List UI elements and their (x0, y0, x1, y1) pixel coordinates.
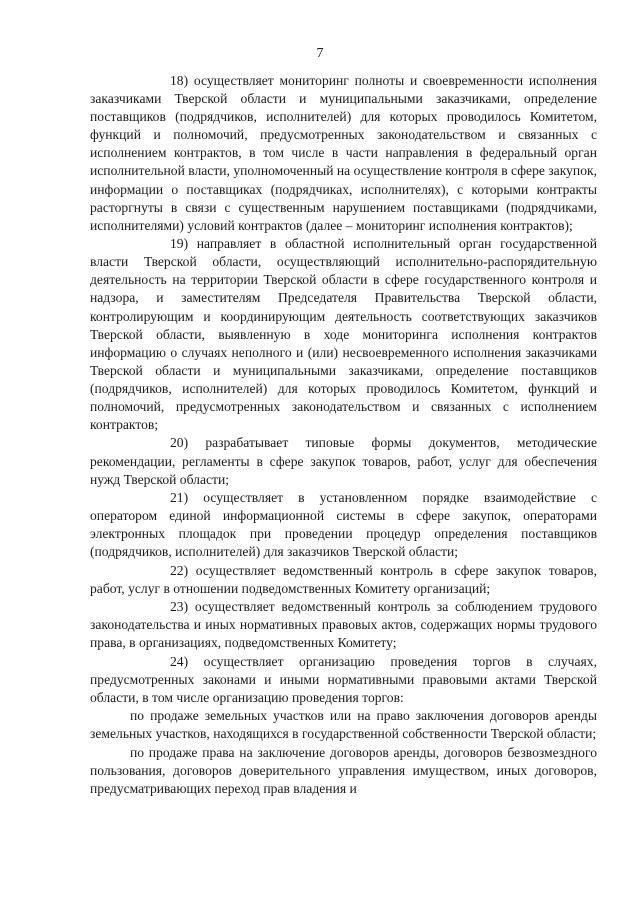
item-number: 24) (170, 653, 189, 669)
sub-paragraph-lease-rights (90, 744, 597, 798)
item-number: 22) (170, 562, 189, 578)
paragraph-item-22 (90, 562, 597, 598)
paragraph-text: разрабатывает типовые формы документов, методические рекомендации, регламенты в сфере закупок товаров, работ, услуг для обеспечения нужд Тверской области; (90, 435, 597, 487)
paragraph-item-23 (90, 598, 597, 652)
item-number: 23) (170, 599, 189, 615)
paragraph-text: осуществляет ведомственный контроль в сфере закупок товаров, работ, услуг в отношении подведомственных Комитету организаций; (90, 562, 597, 596)
paragraph-text: по продаже земельных участков или на право заключения договоров аренды земельных участков, находящихся в государственной собственности Тверской области; (90, 708, 597, 742)
paragraph-item-18 (90, 72, 597, 235)
paragraph-text: направляет в областной исполнительный орган государственной власти Тверской области, осуществляющий исполнительно-распорядительную деятельность на территории Тверской области в сфере государственного контроля и надзора, и заместителям Председателя Правительства Тверской области, контролирующим и координирующим деятельность соответствующих заказчиков Тверской области, выявленную в ходе мониторинга исполнения контрактов информацию о случаях неполного и (или) несвоевременного исполнения заказчиками Тверской области и муниципальными заказчиками, определение поставщиков (подрядчиков, исполнителей) для которых проводилось Комитетом, функций и полномочий, предусмотренных законодательством и связанных с исполнением контрактов; (90, 236, 597, 433)
paragraph-text: осуществляет ведомственный контроль за соблюдением трудового законодательства и иных нормативных правовых актов, содержащих нормы трудового права, в организациях, подведомственных Комитету; (90, 599, 597, 651)
sub-paragraph-land-plots (90, 707, 597, 743)
page-number: 7 (316, 46, 324, 61)
paragraph-item-20 (90, 434, 597, 488)
paragraph-text: осуществляет в установленном порядке взаимодействие с оператором единой информационной системы в сфере закупок, операторами электронных площадок при проведении процедур определения поставщиков (подрядчиков, исполнителей) для заказчиков Тверской области; (90, 490, 597, 560)
item-number: 18) (170, 73, 189, 88)
item-number: 19) (170, 236, 189, 252)
paragraph-text: осуществляет организацию проведения торгов в случаях, предусмотренных законами и иными нормативными правовыми актами Тверской области, в том числе организацию проведения торгов: (90, 653, 597, 705)
paragraph-item-24 (90, 653, 597, 707)
paragraph-text: осуществляет мониторинг полноты и своевременности исполнения заказчиками Тверской области и муниципальными заказчиками, определение поставщиков (подрядчиков, исполнителей) для которых проводилось Комитетом, функций и полномочий, предусмотренных законодательством и связанных с исполнением контрактов, в том числе в части направления в федеральный орган исполнительной власти, уполномоченный на осуществление контроля в сфере закупок, информации о поставщиках (подрядчиках, исполнителях), с которыми контракты расторгнуты в связи с существенным нарушением поставщиками (подрядчиками, исполнителями) условий контрактов (далее – мониторинг исполнения контрактов); (90, 73, 597, 233)
item-number: 21) (170, 490, 189, 506)
document-body (90, 72, 597, 798)
paragraph-item-19 (90, 235, 597, 434)
item-number: 20) (170, 435, 189, 451)
paragraph-text: по продаже права на заключение договоров аренды, договоров безвозмездного пользования, договоров доверительного управления имуществом, иных договоров, предусматривающих переход прав владения и (90, 744, 597, 797)
paragraph-item-21 (90, 489, 597, 561)
